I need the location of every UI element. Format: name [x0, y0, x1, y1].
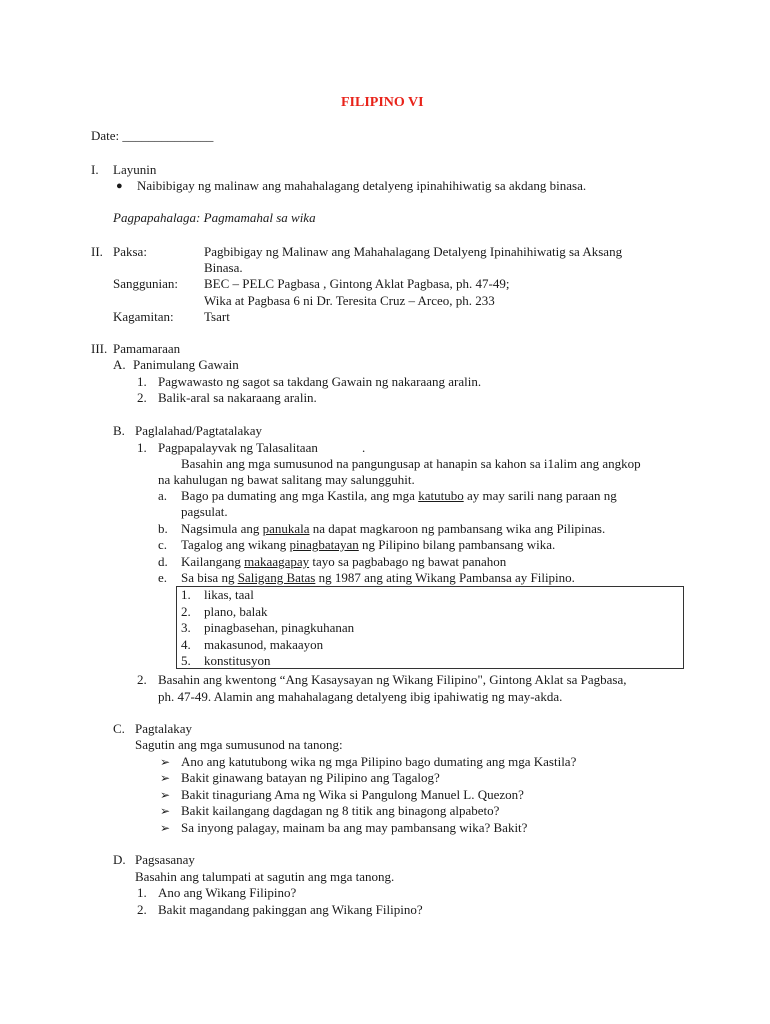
instruction-text-cont: na kahulugan ng bawat salitang may salungguhit. — [158, 472, 415, 487]
list-item: Ano ang Wikang Filipino? — [158, 885, 297, 900]
sentence-b — [181, 521, 605, 538]
box-number: 3. — [181, 620, 191, 635]
list-item: Pagwawasto ng sagot sa takdang Gawain ng nakaraang aralin. — [158, 374, 482, 389]
sanggunian-label: Sanggunian: — [113, 276, 178, 291]
box-item: likas, taal — [204, 587, 254, 602]
section-number: III. — [91, 341, 108, 356]
date-line: Date: ______________ — [91, 128, 214, 143]
list-number: 2. — [137, 390, 147, 405]
sentence-text: Nagsimula ang — [181, 521, 263, 536]
arrow-bullet-icon: ➢ — [160, 821, 171, 835]
list-number: 2. — [137, 902, 147, 917]
box-item: konstitusyon — [204, 653, 271, 668]
sentence-a-cont: pagsulat. — [181, 504, 228, 519]
section-heading-pamamaraan: Pamamaraan — [113, 341, 181, 356]
underlined-word: Saligang Batas — [237, 570, 316, 585]
sentence-e — [181, 570, 575, 587]
kagamitan-label: Kagamitan: — [113, 309, 174, 324]
list-number: 1. — [137, 440, 147, 455]
questions-intro: Sagutin ang mga sumusunod na tanong: — [135, 737, 343, 752]
sentence-text: Sa bisa ng — [181, 570, 238, 585]
sanggunian-text: BEC – PELC Pagbasa , Gintong Aklat Pagbasa, ph. 47-49; — [204, 276, 510, 291]
section-number: I. — [91, 162, 99, 177]
sentence-d — [181, 554, 506, 571]
box-item: makasunod, makaayon — [204, 637, 324, 652]
subsection-heading: Pagtalakay — [135, 721, 193, 736]
sentence-text: ay may sarili nang paraan ng — [463, 488, 617, 503]
arrow-bullet-icon: ➢ — [160, 771, 171, 785]
subsection-letter: A. — [113, 357, 126, 372]
arrow-bullet-icon: ➢ — [160, 804, 171, 818]
box-number: 5. — [181, 653, 191, 668]
question-item: Bakit kailangang dagdagan ng 8 titik ang binagong alpabeto? — [181, 803, 500, 818]
question-item: Bakit tinaguriang Ama ng Wika si Pangulong Manuel L. Quezon? — [181, 787, 524, 802]
arrow-bullet-icon: ➢ — [160, 788, 171, 802]
sentence-c — [181, 537, 555, 554]
section-heading-layunin: Layunin — [113, 162, 157, 177]
list-number: 1. — [137, 885, 147, 900]
subsection-letter: D. — [113, 852, 126, 867]
sentence-letter: b. — [158, 521, 168, 536]
underlined-word: katutubo — [418, 488, 464, 503]
box-item: plano, balak — [204, 604, 268, 619]
underlined-word: pinagbatayan — [289, 537, 359, 552]
sentence-letter: c. — [158, 537, 168, 552]
list-item: Pagpapalayvak ng Talasalitaan — [158, 440, 318, 455]
sentence-text: Kailangang — [181, 554, 245, 569]
list-item: Balik-aral sa nakaraang aralin. — [158, 390, 317, 405]
subsection-letter: B. — [113, 423, 125, 438]
subsection-heading: Panimulang Gawain — [133, 357, 239, 372]
sentence-letter: a. — [158, 488, 168, 503]
section-number: II. — [91, 244, 103, 259]
instruction-text: Basahin ang mga sumusunod na pangungusap at hanapin sa kahon sa i1alim ang angkop — [181, 456, 641, 471]
sentence-text: ng Pilipino bilang pambansang wika. — [358, 537, 556, 552]
list-item: Basahin ang kwentong “Ang Kasaysayan ng Wikang Filipino", Gintong Aklat sa Pagbasa, — [158, 672, 627, 687]
paksa-text-cont: Binasa. — [204, 260, 243, 275]
sentence-text: na dapat magkaroon ng pambansang wika ang Pilipinas. — [309, 521, 606, 536]
subsection-letter: C. — [113, 721, 125, 736]
kagamitan-text: Tsart — [204, 309, 230, 324]
underlined-word: makaagapay — [244, 554, 310, 569]
values-text: Pagpapahalaga: Pagmamahal sa wika — [113, 210, 316, 225]
question-item: Bakit ginawang batayan ng Pilipino ang Tagalog? — [181, 770, 440, 785]
paksa-label: Paksa: — [113, 244, 147, 259]
box-number: 1. — [181, 587, 191, 602]
question-item: Sa inyong palagay, mainam ba ang may pambansang wika? Bakit? — [181, 820, 528, 835]
arrow-bullet-icon: ➢ — [160, 755, 171, 769]
question-item: Ano ang katutubong wika ng mga Pilipino bago dumating ang mga Kastila? — [181, 754, 577, 769]
sanggunian-text-cont: Wika at Pagbasa 6 ni Dr. Teresita Cruz – Arceo, ph. 233 — [204, 293, 495, 308]
underlined-word: panukala — [262, 521, 310, 536]
objective-text: Naibibigay ng malinaw ang mahahalagang detalyeng ipinahihiwatig sa akdang binasa. — [137, 178, 587, 193]
box-item: pinagbasehan, pinagkuhanan — [204, 620, 355, 635]
sentence-text: Bago pa dumating ang mga Kastila, ang mga — [181, 488, 419, 503]
list-number: 2. — [137, 672, 147, 687]
stray-period: . — [362, 440, 366, 455]
paksa-text: Pagbibigay ng Malinaw ang Mahahalagang Detalyeng Ipinahihiwatig sa Aksang — [204, 244, 623, 259]
sentence-text: ng 1987 ang ating Wikang Pambansa ay Filipino. — [315, 570, 575, 585]
exercise-intro: Basahin ang talumpati at sagutin ang mga tanong. — [135, 869, 395, 884]
bullet-dot-icon: ● — [116, 180, 123, 192]
document-title: FILIPINO VI — [341, 95, 424, 110]
box-number: 4. — [181, 637, 191, 652]
sentence-text: tayo sa pagbabago ng bawat panahon — [309, 554, 507, 569]
sentence-text: Tagalog ang wikang — [181, 537, 290, 552]
box-number: 2. — [181, 604, 191, 619]
subsection-heading: Paglalahad/Pagtatalakay — [135, 423, 263, 438]
sentence-a — [181, 488, 617, 505]
sentence-letter: d. — [158, 554, 168, 569]
list-item-cont: ph. 47-49. Alamin ang mahahalagang detalyeng ibig ipahiwatig ng may-akda. — [158, 689, 563, 704]
list-number: 1. — [137, 374, 147, 389]
sentence-letter: e. — [158, 570, 168, 585]
list-item: Bakit magandang pakinggan ang Wikang Filipino? — [158, 902, 423, 917]
subsection-heading: Pagsasanay — [135, 852, 195, 867]
